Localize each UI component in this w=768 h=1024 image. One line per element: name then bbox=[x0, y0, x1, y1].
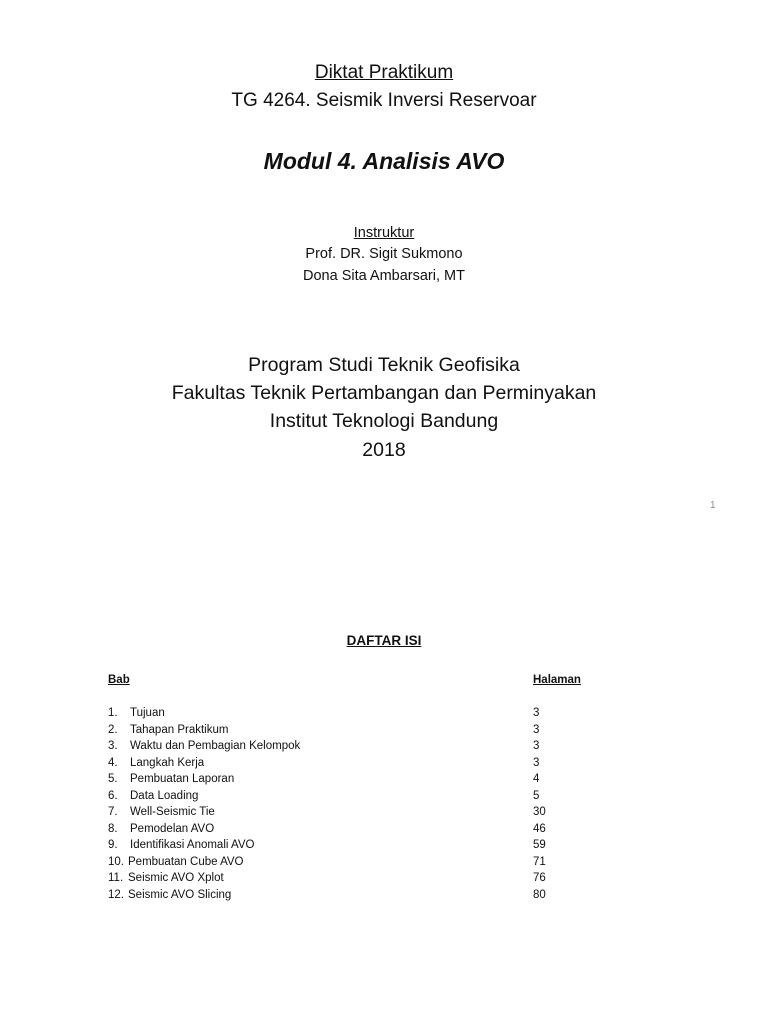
toc-page-number: 3 bbox=[533, 756, 540, 769]
toc-number: 4. bbox=[108, 756, 118, 769]
toc-page-number: 5 bbox=[533, 789, 540, 802]
toc-number: 3. bbox=[108, 740, 118, 752]
toc-page-number: 59 bbox=[533, 839, 546, 851]
document-title: Diktat Praktikum bbox=[314, 62, 454, 83]
toc-label: Seismic AVO Slicing bbox=[128, 888, 232, 901]
toc-row bbox=[108, 839, 608, 856]
toc-row bbox=[108, 856, 608, 873]
toc-title: DAFTAR ISI bbox=[346, 633, 422, 648]
toc-number: 8. bbox=[108, 822, 118, 835]
toc-page-number: 80 bbox=[533, 888, 546, 901]
toc-number: 1. bbox=[108, 707, 118, 719]
toc-label: Well-Seismic Tie bbox=[130, 806, 215, 818]
course-title: TG 4264. Seismik Inversi Reservoar bbox=[231, 90, 537, 111]
toc-number: 11. bbox=[108, 872, 124, 884]
toc-number: 6. bbox=[108, 789, 118, 802]
toc-label: Identifikasi Anomali AVO bbox=[130, 839, 255, 851]
instructor-name: Prof. DR. Sigit Sukmono bbox=[305, 246, 463, 262]
toc-number: 10. bbox=[108, 855, 124, 868]
toc-label: Langkah Kerja bbox=[130, 756, 205, 769]
toc-label: Tujuan bbox=[130, 707, 165, 719]
study-program: Program Studi Teknik Geofisika bbox=[248, 354, 520, 376]
toc-page-number: 76 bbox=[533, 872, 546, 884]
toc-row bbox=[108, 872, 608, 889]
toc-label: Data Loading bbox=[130, 789, 199, 802]
faculty: Fakultas Teknik Pertambangan dan Perminyakan bbox=[171, 382, 597, 404]
toc-row bbox=[108, 806, 608, 823]
toc-row bbox=[108, 823, 608, 840]
toc-label: Pembuatan Laporan bbox=[130, 773, 235, 785]
institute: Institut Teknologi Bandung bbox=[269, 410, 499, 432]
toc-column-chapter: Bab bbox=[108, 674, 130, 686]
toc-column-page: Halaman bbox=[533, 674, 581, 686]
toc-number: 7. bbox=[108, 806, 118, 818]
toc-label: Tahapan Praktikum bbox=[130, 723, 229, 736]
toc-label: Pemodelan AVO bbox=[130, 822, 215, 835]
toc-row bbox=[108, 790, 608, 807]
year: 2018 bbox=[362, 439, 406, 461]
toc-page-number: 3 bbox=[533, 723, 540, 736]
toc-page-number: 3 bbox=[533, 740, 540, 752]
toc-row bbox=[108, 707, 608, 724]
instructor-name: Dona Sita Ambarsari, MT bbox=[303, 268, 465, 284]
instructor-heading: Instruktur bbox=[353, 225, 415, 241]
toc-page-number: 46 bbox=[533, 822, 546, 835]
toc-row bbox=[108, 757, 608, 774]
toc-page-number: 3 bbox=[533, 707, 540, 719]
toc-number: 9. bbox=[108, 839, 118, 851]
toc-row bbox=[108, 773, 608, 790]
toc-page-number: 30 bbox=[533, 806, 546, 818]
toc-label: Seismic AVO Xplot bbox=[128, 872, 224, 884]
toc-number: 5. bbox=[108, 773, 118, 785]
toc-row bbox=[108, 740, 608, 757]
toc-page-number: 4 bbox=[533, 773, 540, 785]
toc-list bbox=[108, 707, 608, 905]
page-number: 1 bbox=[710, 500, 716, 511]
toc-number: 12. bbox=[108, 888, 124, 901]
toc-row bbox=[108, 889, 608, 906]
toc-row bbox=[108, 724, 608, 741]
toc-label: Waktu dan Pembagian Kelompok bbox=[130, 740, 301, 752]
module-title: Modul 4. Analisis AVO bbox=[263, 148, 505, 174]
toc-label: Pembuatan Cube AVO bbox=[128, 855, 244, 868]
toc-page-number: 71 bbox=[533, 855, 546, 868]
toc-number: 2. bbox=[108, 723, 118, 736]
